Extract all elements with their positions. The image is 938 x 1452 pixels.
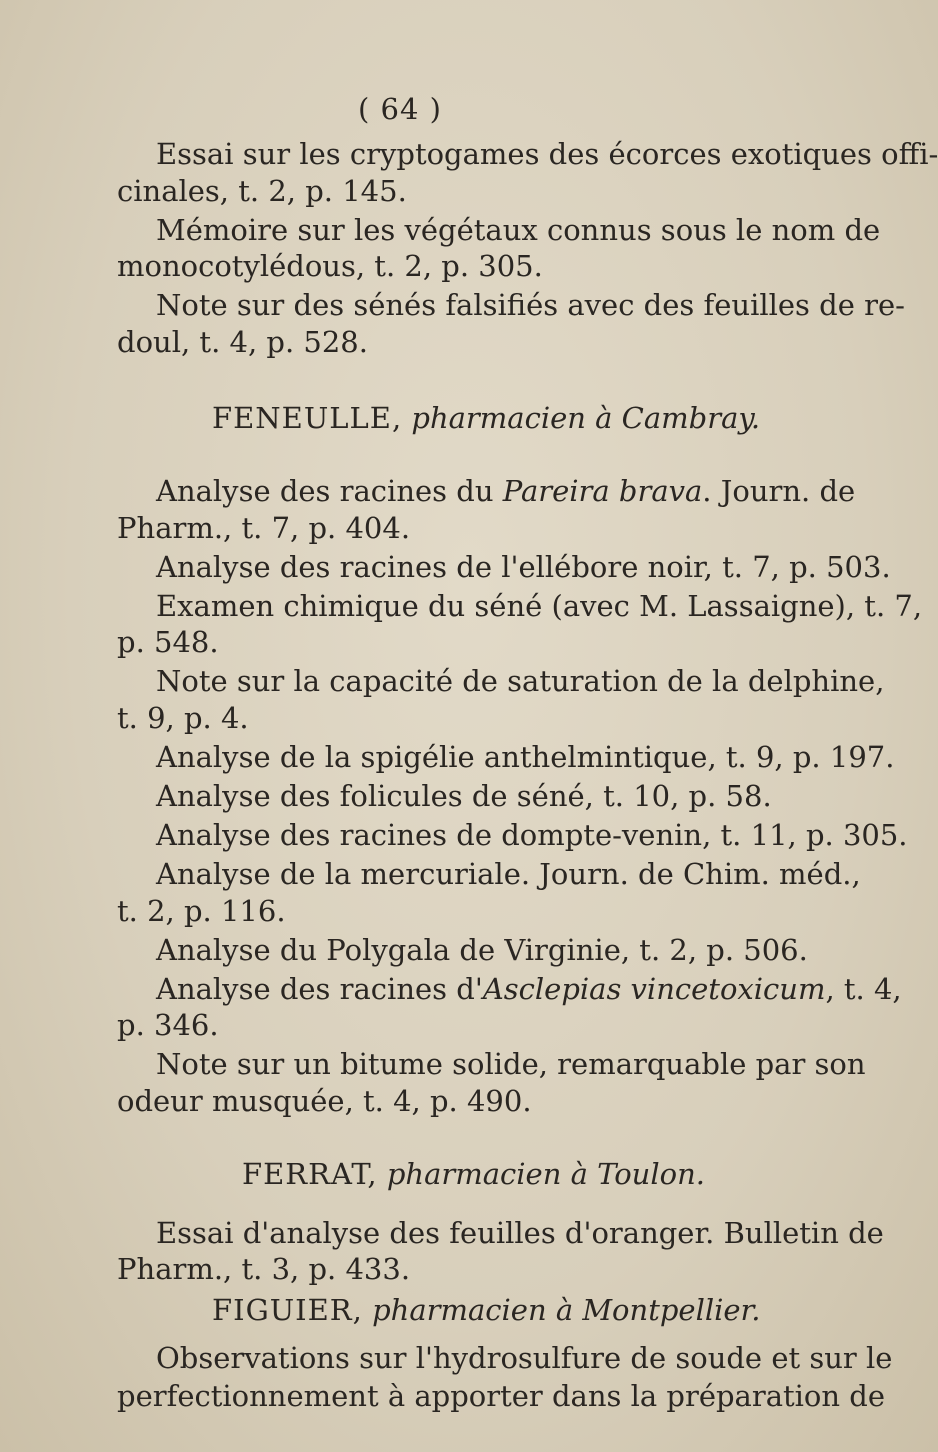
- text-span: Analyse des racines du: [156, 474, 503, 508]
- author-heading: [212, 1292, 760, 1328]
- text-line: t. 9, p. 4.: [117, 701, 249, 735]
- text-span: Analyse des racines d': [156, 972, 483, 1006]
- text-line: Note sur des sénés falsifiés avec des feuilles de re-: [156, 288, 905, 322]
- text-line: p. 548.: [117, 625, 219, 659]
- text-line: Analyse de la mercuriale. Journ. de Chim. méd.,: [156, 857, 861, 891]
- text-line: Examen chimique du séné (avec M. Lassaigne), t. 7,: [156, 589, 923, 623]
- text-line: monocotylédous, t. 2, p. 305.: [117, 249, 543, 283]
- text-line: t. 2, p. 116.: [117, 894, 286, 928]
- italic-taxon: Pareira brava: [502, 474, 703, 508]
- text-line: cinales, t. 2, p. 145.: [117, 174, 407, 208]
- text-line: Observations sur l'hydrosulfure de soude et sur le: [156, 1341, 893, 1375]
- text-line: Analyse des racines de l'ellébore noir, t. 7, p. 503.: [156, 550, 891, 584]
- text-line: Mémoire sur les végétaux connus sous le nom de: [156, 213, 881, 247]
- text-span: . Journ. de: [702, 474, 856, 508]
- author-name: FENEULLE,: [212, 401, 403, 435]
- italic-taxon: Asclepias vincetoxicum: [482, 972, 826, 1006]
- text-span: , t. 4,: [825, 972, 902, 1006]
- author-role: pharmacien à Cambray.: [411, 401, 761, 435]
- author-heading: [212, 400, 760, 436]
- text-line: Analyse des folicules de séné, t. 10, p. 58.: [156, 779, 772, 813]
- author-heading: [242, 1156, 705, 1192]
- text-line: [156, 971, 902, 1007]
- author-name: FERRAT,: [242, 1157, 378, 1191]
- author-role: pharmacien à Toulon.: [386, 1157, 705, 1191]
- text-line: Essai d'analyse des feuilles d'oranger. Bulletin de: [156, 1216, 884, 1250]
- text-line: Note sur un bitume solide, remarquable par son: [156, 1047, 866, 1081]
- text-line: p. 346.: [117, 1008, 219, 1042]
- text-line: doul, t. 4, p. 528.: [117, 325, 368, 359]
- text-line: Pharm., t. 3, p. 433.: [117, 1252, 411, 1286]
- text-line: perfectionnement à apporter dans la préparation de: [117, 1379, 886, 1413]
- text-line: Analyse du Polygala de Virginie, t. 2, p. 506.: [156, 933, 808, 967]
- author-role: pharmacien à Montpellier.: [372, 1293, 761, 1327]
- text-line: Essai sur les cryptogames des écorces exotiques offi-: [156, 137, 938, 171]
- text-line: odeur musquée, t. 4, p. 490.: [117, 1084, 532, 1118]
- text-line: Pharm., t. 7, p. 404.: [117, 511, 411, 545]
- text-line: [156, 473, 855, 509]
- author-name: FIGUIER,: [212, 1293, 363, 1327]
- page-number: ( 64 ): [358, 92, 442, 126]
- text-line: Note sur la capacité de saturation de la delphine,: [156, 664, 885, 698]
- text-line: Analyse des racines de dompte-venin, t. 11, p. 305.: [156, 818, 908, 852]
- text-line: Analyse de la spigélie anthelmintique, t. 9, p. 197.: [156, 740, 895, 774]
